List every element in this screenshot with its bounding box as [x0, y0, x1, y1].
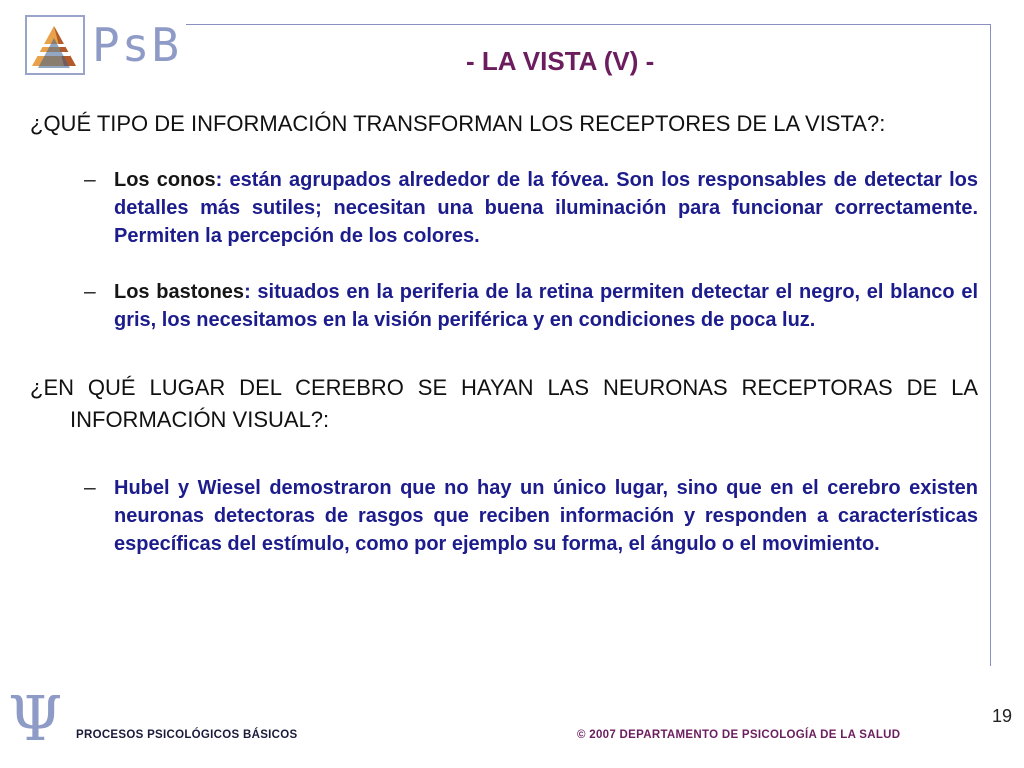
- bullet-conos-text: [114, 166, 978, 250]
- psb-logo-icon: [24, 14, 86, 76]
- bullet-term: Los conos: [114, 169, 216, 191]
- bullet-dash: –: [84, 168, 96, 191]
- psi-icon: Ψ: [8, 682, 63, 755]
- slide-title: - LA VISTA (V) -: [466, 46, 655, 76]
- bullet-body: : situados en la periferia de la retina permiten detectar el negro, el blanco el gris, los necesitamos en la visión periférica y en condiciones de poca luz.: [114, 281, 979, 331]
- bullet-hubel-wiesel: [30, 474, 978, 558]
- bullet-body: : están agrupados alrededor de la fóvea. Son los responsables de detectar los detalles más sutiles; necesitan una buena iluminación para funcionar correctamente. Permiten la percepción de los colores.: [114, 169, 978, 247]
- bullet-term: Los bastones: [114, 281, 245, 303]
- right-rule: [990, 24, 991, 666]
- question-2: ¿EN QUÉ LUGAR DEL CEREBRO SE HAYAN LAS NEURONAS RECEPTORAS DE LA INFORMACIÓN VISUAL?:: [30, 375, 978, 432]
- page-number: 19: [992, 706, 1013, 726]
- question-1: ¿QUÉ TIPO DE INFORMACIÓN TRANSFORMAN LOS RECEPTORES DE LA VISTA?:: [30, 111, 886, 136]
- header-rule: [186, 24, 991, 25]
- bullet-dash: –: [84, 280, 96, 303]
- bullet-bastones-text: [114, 278, 978, 334]
- footer-department: © 2007 DEPARTAMENTO DE PSICOLOGÍA DE LA SALUD: [577, 729, 901, 741]
- bullet-hubel-wiesel-text: Hubel y Wiesel demostraron que no hay un único lugar, sino que en el cerebro existen neuronas detectoras de rasgos que reciben información y responden a características específicas del estímulo, como por ejemplo su forma, el ángulo o el movimiento.: [114, 477, 978, 555]
- footer-course: PROCESOS PSICOLÓGICOS BÁSICOS: [76, 729, 298, 741]
- bullet-bastones: [30, 278, 978, 334]
- logo-text: PsB: [92, 18, 182, 72]
- slide-content: [30, 108, 978, 586]
- bullet-conos: [30, 166, 978, 250]
- bullet-dash: –: [84, 476, 96, 499]
